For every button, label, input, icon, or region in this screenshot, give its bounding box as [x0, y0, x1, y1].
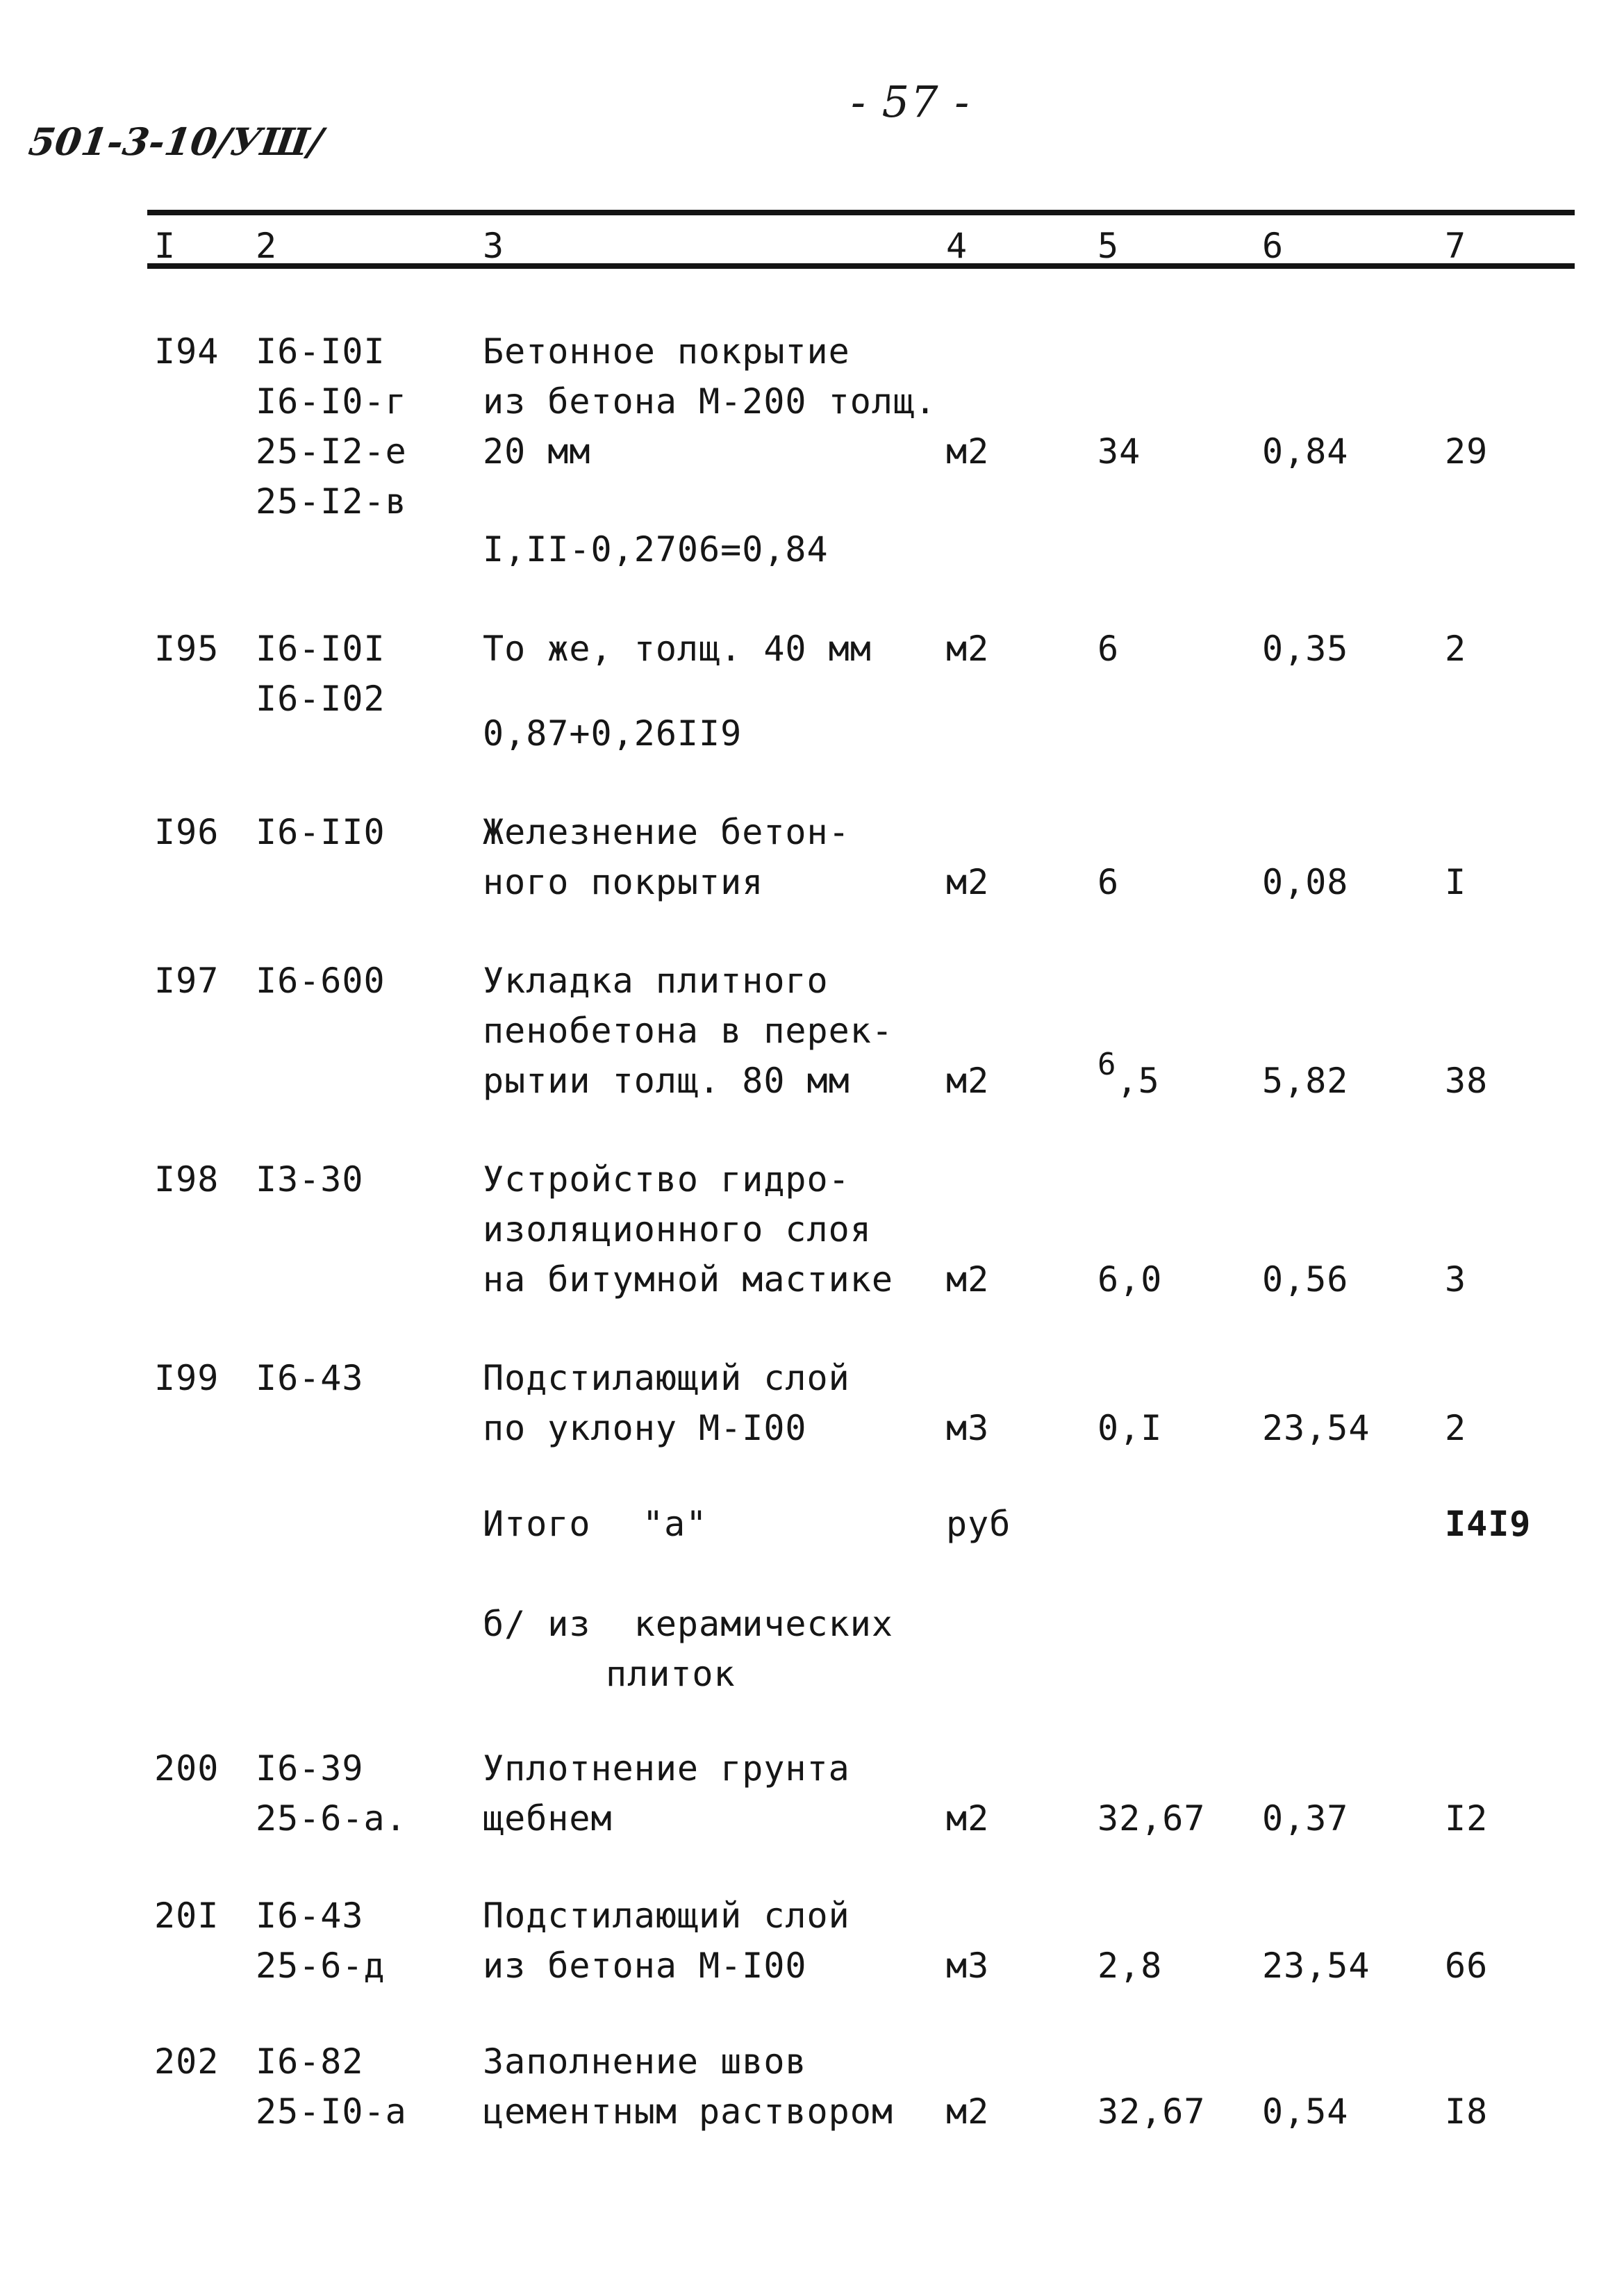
quantity-superscript: 6 — [1097, 1047, 1117, 1082]
work-description: Устройство гидро- — [483, 1159, 850, 1200]
row-number: I99 — [154, 1358, 219, 1398]
unit-price: 0,84 — [1262, 431, 1349, 472]
norm-code: I6-I0-г — [256, 381, 407, 422]
column-header-3: 3 — [483, 226, 505, 266]
norm-code: I6-I0I — [256, 629, 386, 669]
quantity-main: ,5 — [1116, 1061, 1160, 1101]
norm-code: 25-I0-а — [256, 2091, 407, 2132]
norm-code: I6-43 — [256, 1358, 364, 1398]
work-description: Уплотнение грунта — [483, 1748, 850, 1789]
quantity: 0,I — [1097, 1408, 1163, 1448]
unit: м2 — [946, 431, 990, 472]
unit: м2 — [946, 1259, 990, 1300]
work-description: 20 мм — [483, 431, 591, 472]
unit-price: 0,37 — [1262, 1798, 1349, 1839]
unit: м2 — [946, 629, 990, 669]
unit: м2 — [946, 1061, 990, 1101]
unit: м3 — [946, 1408, 990, 1448]
unit-price: 0,56 — [1262, 1259, 1349, 1300]
work-description: на битумной мастике — [483, 1259, 893, 1300]
subtotal-unit: руб — [946, 1504, 1011, 1544]
total-cost: 2 — [1445, 629, 1467, 669]
row-number: 20I — [154, 1896, 219, 1936]
norm-code: I3-30 — [256, 1159, 364, 1200]
work-description: по уклону М-I00 — [483, 1408, 807, 1448]
unit: м2 — [946, 862, 990, 902]
quantity: 32,67 — [1097, 2091, 1206, 2132]
work-description: ного покрытия — [483, 862, 764, 902]
row-number: 202 — [154, 2041, 219, 2082]
total-cost: I2 — [1445, 1798, 1489, 1839]
total-cost: 29 — [1445, 431, 1489, 472]
row-number: I94 — [154, 331, 219, 372]
work-description: Железнение бетон- — [483, 812, 850, 852]
subtotal-label: Итого — [483, 1504, 591, 1544]
norm-code: I6-39 — [256, 1748, 364, 1789]
table-header-rule — [147, 263, 1575, 269]
work-description: цементным раствором — [483, 2091, 893, 2132]
column-header-5: 5 — [1097, 226, 1120, 266]
quantity: 6 — [1097, 629, 1120, 669]
row-number: I95 — [154, 629, 219, 669]
quantity: 32,67 — [1097, 1798, 1206, 1839]
norm-code: 25-6-а. — [256, 1798, 407, 1839]
calculation-formula: 0,87+0,26II9 — [483, 713, 743, 754]
work-description: Укладка плитного — [483, 961, 829, 1001]
work-description: изоляционного слоя — [483, 1209, 872, 1250]
unit-price: 0,08 — [1262, 862, 1349, 902]
work-description: Подстилающий слой — [483, 1896, 850, 1936]
work-description: пенобетона в перек- — [483, 1011, 893, 1051]
section-title: б/ из керамических — [483, 1604, 893, 1644]
norm-code: I6-82 — [256, 2041, 364, 2082]
quantity: 6 — [1097, 862, 1120, 902]
calculation-formula: I,II-0,2706=0,84 — [483, 529, 829, 570]
total-cost: I8 — [1445, 2091, 1489, 2132]
work-description: Подстилающий слой — [483, 1358, 850, 1398]
norm-code: 25-I2-в — [256, 481, 407, 522]
work-description: из бетона М-200 толщ. — [483, 381, 937, 422]
norm-code: I6-600 — [256, 961, 386, 1001]
norm-code: I6-I02 — [256, 679, 386, 719]
table-top-rule — [147, 210, 1575, 215]
work-description: из бетона М-I00 — [483, 1946, 807, 1986]
column-header-4: 4 — [946, 226, 968, 266]
quantity: 6,0 — [1097, 1259, 1163, 1300]
unit: м2 — [946, 1798, 990, 1839]
total-cost: 2 — [1445, 1408, 1467, 1448]
column-header-1: I — [154, 226, 176, 266]
quantity: 2,8 — [1097, 1946, 1163, 1986]
unit: м2 — [946, 2091, 990, 2132]
quantity: 34 — [1097, 431, 1141, 472]
column-header-7: 7 — [1445, 226, 1467, 266]
work-description: Заполнение швов — [483, 2041, 807, 2082]
norm-code: 25-6-д — [256, 1946, 386, 1986]
row-number: I98 — [154, 1159, 219, 1200]
subtotal-tag: "а" — [643, 1504, 708, 1544]
work-description: То же, толщ. 40 мм — [483, 629, 872, 669]
page-number: - 57 - — [851, 76, 971, 127]
unit-price: 5,82 — [1262, 1061, 1349, 1101]
total-cost: 3 — [1445, 1259, 1467, 1300]
column-header-2: 2 — [256, 226, 278, 266]
document-code: 501-3-10/УШ/ — [26, 119, 326, 164]
unit-price: 23,54 — [1262, 1408, 1370, 1448]
unit: м3 — [946, 1946, 990, 1986]
norm-code: 25-I2-е — [256, 431, 407, 472]
unit-price: 0,35 — [1262, 629, 1349, 669]
section-title: плиток — [606, 1654, 736, 1694]
work-description: рытии толщ. 80 мм — [483, 1061, 850, 1101]
work-description: Бетонное покрытие — [483, 331, 850, 372]
column-header-6: 6 — [1262, 226, 1284, 266]
total-cost: 66 — [1445, 1946, 1489, 1986]
subtotal-total: I4I9 — [1445, 1504, 1532, 1544]
total-cost: 38 — [1445, 1061, 1489, 1101]
norm-code: I6-I0I — [256, 331, 386, 372]
unit-price: 0,54 — [1262, 2091, 1349, 2132]
norm-code: I6-43 — [256, 1896, 364, 1936]
norm-code: I6-II0 — [256, 812, 386, 852]
row-number: I97 — [154, 961, 219, 1001]
total-cost: I — [1445, 862, 1467, 902]
quantity — [1097, 1047, 1160, 1108]
row-number: 200 — [154, 1748, 219, 1789]
work-description: щебнем — [483, 1798, 613, 1839]
row-number: I96 — [154, 812, 219, 852]
unit-price: 23,54 — [1262, 1946, 1370, 1986]
